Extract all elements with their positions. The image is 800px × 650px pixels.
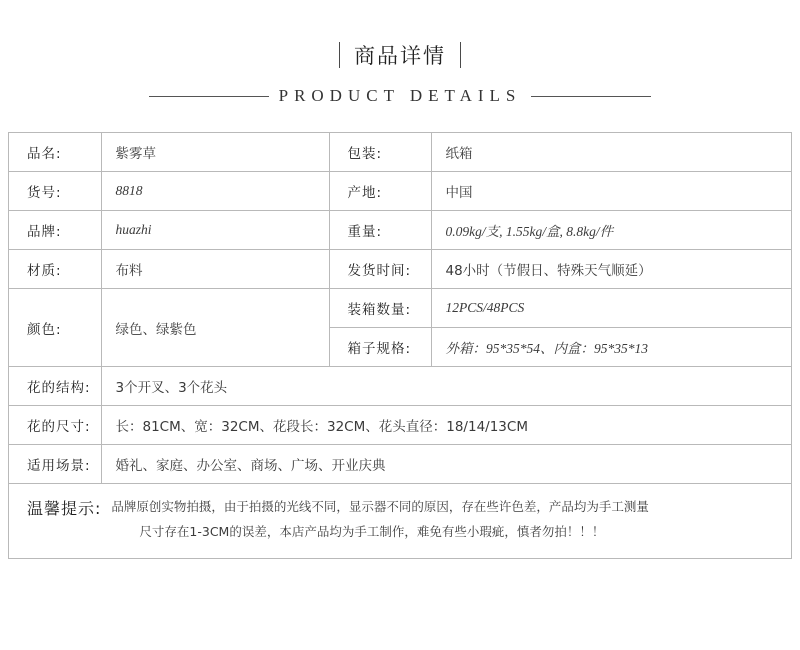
row-value-weight: 0.09kg/支, 1.55kg/盒, 8.8kg/件 bbox=[431, 211, 791, 250]
row-value-color: 绿色、绿紫色 bbox=[101, 289, 329, 367]
row-value-structure: 3个开叉、3个花头 bbox=[101, 367, 791, 406]
row-label-packqty: 装箱数量: bbox=[329, 289, 431, 328]
row-label-scene: 适用场景: bbox=[9, 445, 101, 484]
row-value-packaging: 纸箱 bbox=[431, 133, 791, 172]
notice-line-1: 品牌原创实物拍摄，由于拍摄的光线不同，显示器不同的原因，存在些许色差，产品均为手工测量 bbox=[111, 499, 649, 514]
title-divider-left bbox=[339, 42, 340, 68]
row-label-brand: 品牌: bbox=[9, 211, 101, 250]
spec-table bbox=[9, 133, 791, 484]
spec-table-wrapper bbox=[8, 132, 792, 559]
table-row bbox=[9, 289, 791, 328]
row-value-size: 长：81CM、宽：32CM、花段长：32CM、花头直径：18/14/13CM bbox=[101, 406, 791, 445]
rule-left bbox=[149, 96, 269, 97]
subtitle-row bbox=[0, 86, 800, 106]
row-label-packaging: 包装: bbox=[329, 133, 431, 172]
row-label-structure: 花的结构: bbox=[9, 367, 101, 406]
row-label-itemno: 货号: bbox=[9, 172, 101, 211]
table-row bbox=[9, 367, 791, 406]
row-value-origin: 中国 bbox=[431, 172, 791, 211]
notice-label: 温馨提示: bbox=[27, 499, 102, 518]
page-subtitle: PRODUCT DETAILS bbox=[278, 86, 522, 105]
page-header bbox=[0, 0, 800, 106]
row-value-cartonspec: 外箱：95*35*54、内盒：95*35*13 bbox=[431, 328, 791, 367]
row-value-brand: huazhi bbox=[101, 211, 329, 250]
row-value-packqty: 12PCS/48PCS bbox=[431, 289, 791, 328]
row-label-cartonspec: 箱子规格: bbox=[329, 328, 431, 367]
row-value-itemno: 8818 bbox=[101, 172, 329, 211]
page-title: 商品详情 bbox=[354, 44, 446, 68]
row-label-material: 材质: bbox=[9, 250, 101, 289]
table-row bbox=[9, 406, 791, 445]
row-label-size: 花的尺寸: bbox=[9, 406, 101, 445]
rule-right bbox=[531, 96, 651, 97]
row-value-material: 布料 bbox=[101, 250, 329, 289]
table-row bbox=[9, 445, 791, 484]
row-label-origin: 产地: bbox=[329, 172, 431, 211]
title-divider-right bbox=[460, 42, 461, 68]
row-label-shiptime: 发货时间: bbox=[329, 250, 431, 289]
row-label-name: 品名: bbox=[9, 133, 101, 172]
row-label-color: 颜色: bbox=[9, 289, 101, 367]
title-row bbox=[0, 40, 800, 70]
row-value-name: 紫雾草 bbox=[101, 133, 329, 172]
table-row bbox=[9, 211, 791, 250]
row-value-shiptime: 48小时（节假日、特殊天气顺延） bbox=[431, 250, 791, 289]
table-row bbox=[9, 172, 791, 211]
row-value-scene: 婚礼、家庭、办公室、商场、广场、开业庆典 bbox=[101, 445, 791, 484]
notice-body bbox=[101, 494, 649, 544]
table-row bbox=[9, 133, 791, 172]
notice-line-2: 尺寸存在1-3CM的误差，本店产品均为手工制作，难免有些小瑕疵，慎者勿拍！！！ bbox=[139, 524, 605, 539]
row-label-weight: 重量: bbox=[329, 211, 431, 250]
table-row bbox=[9, 250, 791, 289]
notice-block bbox=[9, 484, 791, 559]
